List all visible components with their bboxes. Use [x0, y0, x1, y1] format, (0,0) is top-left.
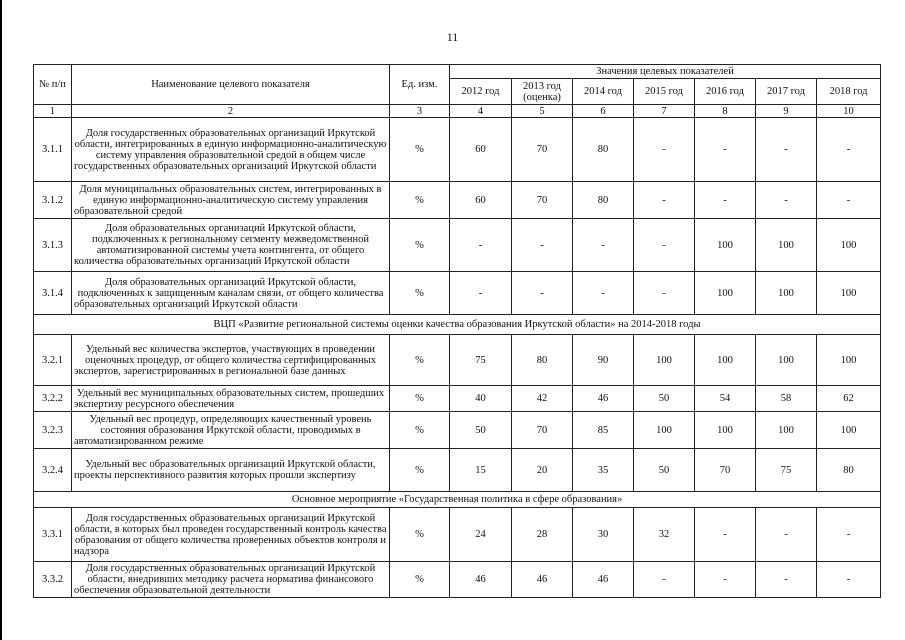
row-name: Удельный вес образовательных организаций Иркутской области, проекты перспективного развития которых прошли экспертизу — [72, 449, 390, 492]
row-value: 46 — [512, 562, 573, 598]
row-unit: % — [390, 386, 450, 412]
row-value: 100 — [695, 412, 756, 449]
row-value: 80 — [573, 182, 634, 219]
row-value: 100 — [634, 335, 695, 386]
table-row — [34, 508, 881, 562]
row-value: 70 — [695, 449, 756, 492]
column-number: 5 — [512, 105, 573, 118]
row-unit: % — [390, 182, 450, 219]
table-row — [34, 118, 881, 182]
row-value: 100 — [695, 335, 756, 386]
row-name: Доля государственных образовательных организаций Иркутской области, в которых был проведен государственный контроль качества образования от общего количества проверенных объектов контроля и надзора — [72, 508, 390, 562]
row-name: Доля образовательных организаций Иркутской области, подключенных к защищенным каналам связи, от общего количества образовательных организаций Иркутской области — [72, 272, 390, 315]
row-value: - — [512, 272, 573, 315]
column-number: 7 — [634, 105, 695, 118]
row-unit: % — [390, 508, 450, 562]
row-num: 3.2.2 — [34, 386, 72, 412]
row-value: 50 — [634, 449, 695, 492]
row-value: 35 — [573, 449, 634, 492]
row-value: - — [756, 182, 817, 219]
section-heading-main-activity: Основное мероприятие «Государственная политика в сфере образования» — [34, 492, 881, 508]
header-num: № п/п — [34, 65, 72, 105]
row-value: 50 — [634, 386, 695, 412]
row-value: 100 — [817, 412, 881, 449]
column-number: 9 — [756, 105, 817, 118]
row-value: - — [817, 182, 881, 219]
row-value: 30 — [573, 508, 634, 562]
row-value: 60 — [450, 118, 512, 182]
row-value: - — [512, 219, 573, 272]
row-value: 32 — [634, 508, 695, 562]
row-value: 80 — [573, 118, 634, 182]
indicator-group-3-3 — [34, 508, 881, 598]
row-value: - — [573, 219, 634, 272]
row-value: 85 — [573, 412, 634, 449]
row-value: - — [634, 562, 695, 598]
row-unit: % — [390, 562, 450, 598]
row-value: 75 — [756, 449, 817, 492]
row-value: - — [634, 219, 695, 272]
row-value: 100 — [756, 219, 817, 272]
row-num: 3.2.4 — [34, 449, 72, 492]
table-row — [34, 562, 881, 598]
column-number: 4 — [450, 105, 512, 118]
column-number: 10 — [817, 105, 881, 118]
row-num: 3.1.4 — [34, 272, 72, 315]
row-value: - — [634, 272, 695, 315]
row-value: - — [817, 118, 881, 182]
header-year: 2012 год — [450, 79, 512, 105]
row-unit: % — [390, 118, 450, 182]
row-unit: % — [390, 449, 450, 492]
row-value: 100 — [695, 219, 756, 272]
row-name: Доля государственных образовательных организаций Иркутской области, интегрированных в единую информационно-аналитическую систему управления образовательной средой в общем числе государственных образовательных организаций Иркутской области — [72, 118, 390, 182]
row-value: 70 — [512, 412, 573, 449]
row-value: 100 — [634, 412, 695, 449]
column-number: 3 — [390, 105, 450, 118]
row-value: 90 — [573, 335, 634, 386]
row-value: 42 — [512, 386, 573, 412]
row-value: 100 — [817, 219, 881, 272]
row-unit: % — [390, 335, 450, 386]
header-values-group: Значения целевых показателей — [450, 65, 881, 79]
row-unit: % — [390, 412, 450, 449]
table-row — [34, 182, 881, 219]
page-number: 11 — [446, 30, 459, 44]
row-name: Удельный вес процедур, определяющих качественный уровень состояния образования Иркутской области, проводимых в автоматизированном режиме — [72, 412, 390, 449]
row-name: Удельный вес количества экспертов, участвующих в проведении оценочных процедур, от общего количества сертифицированных экспертов, зарегистрированных в региональной базе данных — [72, 335, 390, 386]
indicators-table — [33, 64, 881, 598]
row-value: 50 — [450, 412, 512, 449]
row-value: - — [756, 118, 817, 182]
row-num: 3.1.2 — [34, 182, 72, 219]
table-row — [34, 412, 881, 449]
row-num: 3.1.1 — [34, 118, 72, 182]
row-value: 60 — [450, 182, 512, 219]
header-name: Наименование целевого показателя — [72, 65, 390, 105]
row-value: 100 — [756, 272, 817, 315]
column-number: 1 — [34, 105, 72, 118]
table-row — [34, 219, 881, 272]
row-value: 100 — [756, 335, 817, 386]
row-value: 54 — [695, 386, 756, 412]
row-value: - — [817, 562, 881, 598]
row-value: - — [573, 272, 634, 315]
row-value: 100 — [695, 272, 756, 315]
row-value: 40 — [450, 386, 512, 412]
row-value: 80 — [817, 449, 881, 492]
row-value: - — [695, 562, 756, 598]
row-value: - — [756, 508, 817, 562]
row-value: 20 — [512, 449, 573, 492]
row-value: 80 — [512, 335, 573, 386]
row-value: - — [695, 118, 756, 182]
row-value: 100 — [756, 412, 817, 449]
section-heading-vcp: ВЦП «Развитие региональной системы оценки качества образования Иркутской области» на 2014-2018 годы — [34, 315, 881, 335]
row-num: 3.3.2 — [34, 562, 72, 598]
header-year: 2014 год — [573, 79, 634, 105]
column-number: 6 — [573, 105, 634, 118]
row-value: 46 — [450, 562, 512, 598]
row-value: 100 — [817, 272, 881, 315]
column-number: 2 — [72, 105, 390, 118]
scan-edge-line — [0, 0, 2, 640]
row-value: 15 — [450, 449, 512, 492]
row-value: 24 — [450, 508, 512, 562]
row-num: 3.1.3 — [34, 219, 72, 272]
table-row — [34, 449, 881, 492]
header-year: 2016 год — [695, 79, 756, 105]
row-value: - — [695, 182, 756, 219]
header-unit: Ед. изм. — [390, 65, 450, 105]
row-value: 46 — [573, 562, 634, 598]
row-value: 28 — [512, 508, 573, 562]
row-value: - — [450, 219, 512, 272]
header-year: 2015 год — [634, 79, 695, 105]
table-row — [34, 386, 881, 412]
row-unit: % — [390, 272, 450, 315]
row-value: - — [634, 182, 695, 219]
row-value: 58 — [756, 386, 817, 412]
row-name: Удельный вес муниципальных образовательных систем, прошедших экспертизу ресурсного обеспечения — [72, 386, 390, 412]
table-row — [34, 335, 881, 386]
header-year: 2013 год (оценка) — [512, 79, 573, 105]
row-value: 75 — [450, 335, 512, 386]
indicator-group-3-1 — [34, 118, 881, 315]
column-number: 8 — [695, 105, 756, 118]
row-value: 62 — [817, 386, 881, 412]
row-name: Доля муниципальных образовательных систем, интегрированных в единую информационно-аналитическую систему управления образовательной средой — [72, 182, 390, 219]
row-num: 3.3.1 — [34, 508, 72, 562]
row-value: - — [634, 118, 695, 182]
table-row — [34, 272, 881, 315]
row-value: - — [756, 562, 817, 598]
row-value: - — [817, 508, 881, 562]
row-name: Доля образовательных организаций Иркутской области, подключенных к региональному сегменту межведомственной автоматизированной системы учета контингента, от общего количества образовательных организаций Иркутской области — [72, 219, 390, 272]
row-value: 46 — [573, 386, 634, 412]
row-name: Доля государственных образовательных организаций Иркутской области, внедривших методику расчета норматива финансового обеспечения образовательной деятельности — [72, 562, 390, 598]
row-value: 70 — [512, 118, 573, 182]
row-value: 70 — [512, 182, 573, 219]
row-num: 3.2.3 — [34, 412, 72, 449]
row-num: 3.2.1 — [34, 335, 72, 386]
indicator-group-3-2 — [34, 335, 881, 492]
row-value: 100 — [817, 335, 881, 386]
row-value: - — [695, 508, 756, 562]
row-value: - — [450, 272, 512, 315]
header-year: 2018 год — [817, 79, 881, 105]
row-unit: % — [390, 219, 450, 272]
header-year: 2017 год — [756, 79, 817, 105]
